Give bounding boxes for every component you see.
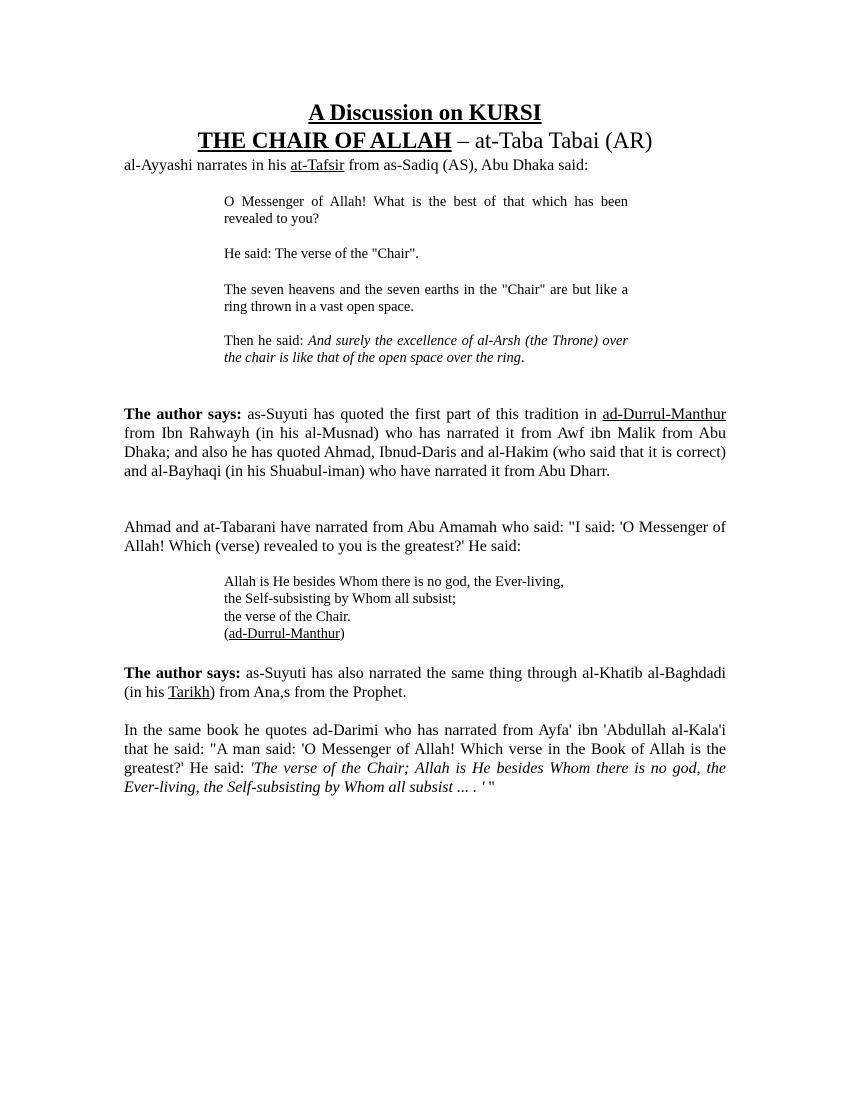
quote1-text2: He said: The verse of the "Chair". bbox=[224, 246, 419, 262]
para3-text-pre: as-Suyuti has also narrated the same thing through al-Khatib al-Baghdadi (in his bbox=[124, 665, 727, 701]
para1-text-post: from Ibn Rahwayh (in his al-Musnad) who has narrated it from Awf ibn Malik from Abu Dhaka; and also he has quoted Ahmad, Ibnud-Daris and al-Hakim (who said that it is correct) and al-Bayhaqi (in his Shuabul-iman) who have narrated it from Abu Dharr. bbox=[124, 425, 726, 480]
quote1-text1: O Messenger of Allah! What is the best of that which has been revealed to you? bbox=[224, 194, 628, 228]
quote1-text4-post: . bbox=[520, 350, 525, 367]
quote1-line3 bbox=[224, 282, 628, 317]
author-says-label: The author says: bbox=[124, 406, 242, 423]
page-title: A Discussion on KURSI bbox=[308, 100, 542, 125]
quote2 bbox=[224, 574, 628, 644]
author-says-label-2: The author says: bbox=[124, 665, 241, 682]
para4-text-post: " bbox=[484, 779, 495, 796]
quote1-line2 bbox=[224, 246, 628, 263]
darimi-paragraph bbox=[124, 721, 726, 797]
para4-text-italic: 'The verse of the Chair; Allah is He besides Whom there is no god, the Ever-living, the Self-subsisting by Whom all subsist ... . ' bbox=[124, 760, 727, 796]
subtitle-author: – at-Taba Tabai (AR) bbox=[451, 128, 653, 153]
quote1-text3: The seven heavens and the seven earths in the "Chair" are but like a ring thrown in a vast open space. bbox=[224, 282, 628, 316]
para2-text: Ahmad and at-Tabarani have narrated from Abu Amamah who said: "I said: 'O Messenger of Allah! Which (verse) revealed to you is the greatest?' He said: bbox=[124, 519, 726, 555]
subtitle-bold: THE CHAIR OF ALLAH bbox=[197, 128, 452, 153]
quote2-line2: the Self-subsisting by Whom all subsist; bbox=[224, 591, 456, 608]
intro-text-pre: al-Ayyashi narrates in his bbox=[124, 157, 291, 174]
quote2-line1: Allah is He besides Whom there is no god, the Ever-living, bbox=[224, 574, 564, 590]
intro-paragraph bbox=[124, 156, 734, 175]
quote1-text4-italic: And surely the excellence of al-Arsh (the Throne) over the chair is like that of the open space over the ring bbox=[224, 333, 628, 367]
narration-paragraph bbox=[124, 518, 726, 556]
quote2-source-link: ad-Durrul-Manthur bbox=[228, 626, 340, 643]
para1-source-link: ad-Durrul-Manthur bbox=[602, 406, 727, 423]
intro-source-link: at-Tafsir bbox=[290, 157, 345, 174]
para4-text-pre: In the same book he quotes ad-Darimi who has narrated from Ayfa' ibn 'Abdullah al-Kala'i that he said: "A man said: 'O Messenger of Allah! Which verse in the Book of Allah is the greatest?' He said: bbox=[124, 722, 726, 777]
page-subtitle bbox=[0, 126, 850, 156]
author-note-1 bbox=[124, 405, 726, 481]
quote2-close-paren: ) bbox=[339, 626, 345, 643]
quote1-text4-pre: Then he said: bbox=[224, 333, 309, 349]
para3-source-link: Tarikh bbox=[168, 684, 210, 701]
para3-text-post: ) from Ana,s from the Prophet. bbox=[209, 684, 407, 701]
quote1-line4 bbox=[224, 333, 628, 368]
author-note-2 bbox=[124, 664, 726, 702]
intro-text-post: from as-Sadiq (AS), Abu Dhaka said: bbox=[344, 157, 589, 174]
quote2-open-paren: ( bbox=[224, 626, 229, 643]
quote1-line1 bbox=[224, 194, 628, 229]
quote2-line3: the verse of the Chair. bbox=[224, 608, 351, 625]
para1-text-pre: as-Suyuti has quoted the first part of this tradition in bbox=[241, 406, 603, 423]
